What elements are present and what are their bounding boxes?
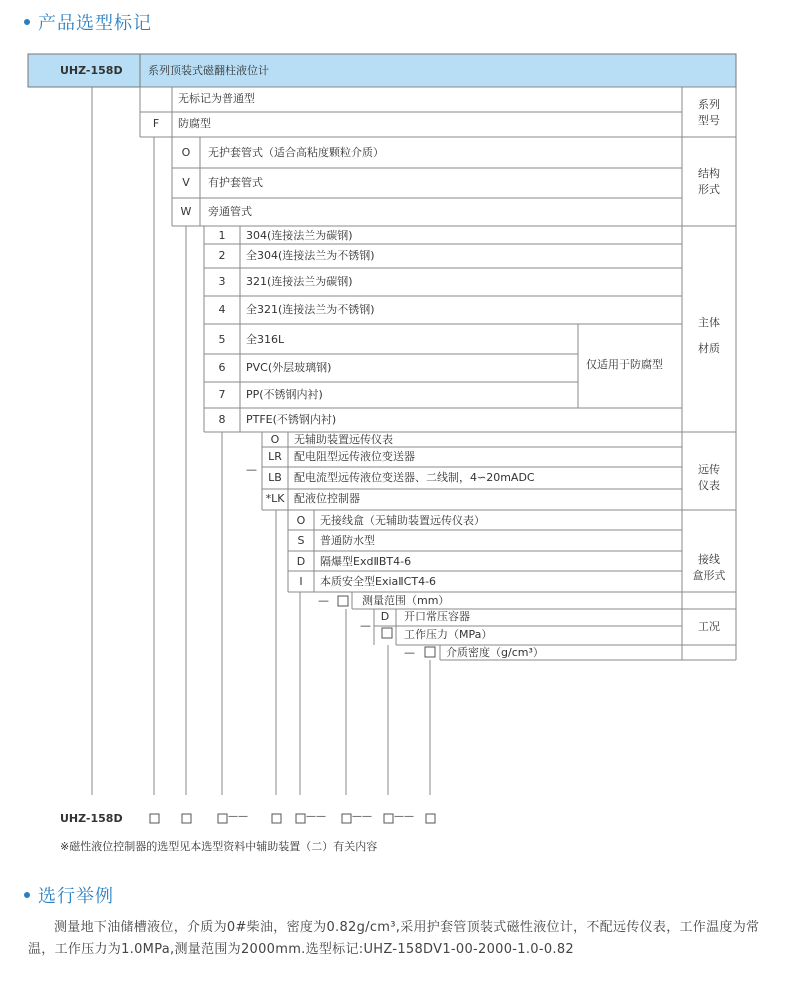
material-label: 全316L [246,333,285,346]
material-label: PVC(外层玻璃钢) [246,361,332,374]
junction-code: S [297,534,305,547]
material-code: 3 [218,275,226,288]
pressure-box [382,628,392,638]
condition-code-d: D [380,610,390,623]
material-note: 仅适用于防腐型 [586,358,663,371]
material-code: 6 [218,361,226,374]
junction-label: 无接线盒（无辅助装置远传仪表） [320,514,485,527]
bottom-dash: —— [306,811,326,822]
category-junction: 接线 盒形式 [692,553,726,582]
category-condition: 工况 [698,620,720,633]
condition-pressure: 工作压力（MPa） [404,628,493,641]
material-label: 全321(连接法兰为不锈钢) [246,303,375,316]
header-description: 系列顶装式磁翻柱液位计 [148,64,269,77]
junction-label: 普通防水型 [320,534,375,547]
material-label: 全304(连接法兰为不锈钢) [246,249,375,262]
remote-dash: — [246,463,257,476]
density-box [425,647,435,657]
junction-code: D [296,555,306,568]
material-code: 4 [218,303,226,316]
material-label: PP(不锈钢内衬) [246,388,323,401]
header-band [28,54,736,87]
material-code: 7 [218,388,226,401]
category-structure: 结构 形式 [698,167,720,196]
header-model: UHZ-158D [60,64,123,77]
bullet-icon [24,892,30,898]
category-series: 系列 型号 [698,98,720,127]
material-label: PTFE(不锈钢内衬) [246,413,337,426]
remote-code: O [270,433,280,446]
footnote: ※磁性液位控制器的选型见本选型资料中辅助装置（二）有关内容 [60,840,378,853]
remote-label: 配电流型远传液位变送器、二线制，4∽20mADC [294,471,535,484]
category-remote: 远传 仪表 [698,463,720,492]
section-title-text: 产品选型标记 [38,13,152,34]
remote-label: 配电阻型远传液位变送器 [294,450,415,463]
condition-dash: — [360,619,371,632]
remote-label: 无辅助装置远传仪表 [294,433,393,446]
bottom-dash: —— [228,811,248,822]
structure-label-w: 旁通管式 [208,205,252,218]
condition-open-vessel: 开口常压容器 [404,610,470,623]
remote-code: LB [268,471,282,484]
junction-label: 本质安全型ExiaⅡCT4-6 [320,575,437,588]
section-title-text: 选行举例 [38,886,114,907]
range-dash: — [318,594,329,607]
junction-code: O [296,514,306,527]
bottom-dash: —— [352,811,372,822]
remote-code: LR [268,450,282,463]
range-box [338,596,348,606]
remote-label: 配液位控制器 [294,492,360,505]
material-label: 321(连接法兰为碳钢) [246,275,353,288]
series-code-f: F [152,117,160,130]
category-material: 主体 材质 [698,316,720,355]
junction-code: I [299,575,303,588]
material-code: 8 [218,413,226,426]
material-code: 5 [218,333,226,346]
structure-code-v: V [182,176,190,189]
bottom-dash: —— [394,811,414,822]
remote-code: *LK [265,492,285,505]
material-code: 2 [218,249,226,262]
material-code: 1 [218,229,226,242]
density-dash: — [404,646,415,659]
series-label-anticorrosion: 防腐型 [178,117,211,130]
structure-label-v: 有护套管式 [208,176,263,189]
example-paragraph: 测量地下油储槽液位，介质为0#柴油，密度为0.82g/cm³,采用护套管顶装式磁性液位计，不配远传仪表，工作温度为常温，工作压力为1.0MPa,测量范围为2000mm.选型标记:UHZ-158DV1-00-2000-1.0-0.82 [28,920,760,957]
structure-code-o: O [181,146,191,159]
bottom-model: UHZ-158D [60,812,123,825]
junction-label: 隔爆型ExdⅡBT4-6 [320,555,412,568]
density-label: 介质密度（g/cm³） [446,646,544,659]
section-title-example [24,882,114,908]
range-label: 测量范围（mm） [362,594,450,607]
structure-code-w: W [180,205,192,218]
series-label-normal: 无标记为普通型 [178,92,255,105]
material-label: 304(连接法兰为碳钢) [246,229,353,242]
structure-label-o: 无护套管式（适合高粘度颗粒介质） [208,146,384,159]
